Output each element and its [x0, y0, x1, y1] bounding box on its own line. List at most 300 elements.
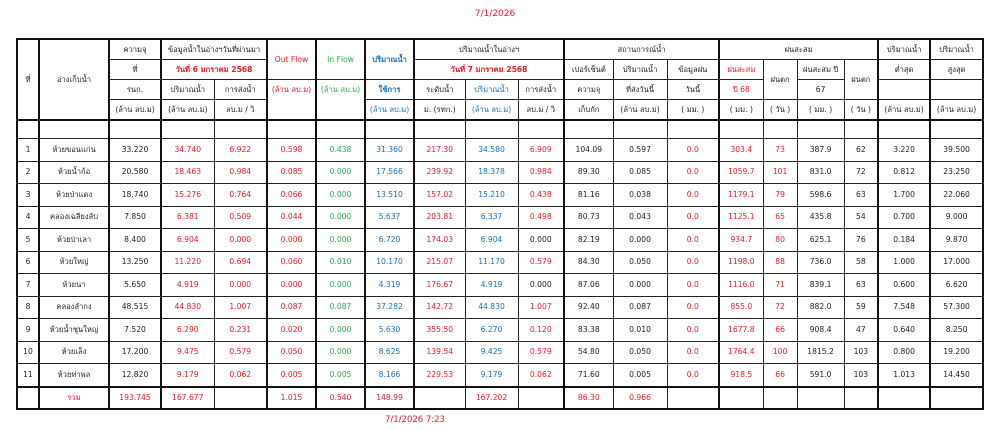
- cell-prev-release: 0.509: [214, 206, 267, 229]
- header-rain68-3: ( มม. ): [719, 100, 763, 121]
- cell-max-volume: 22.060: [930, 184, 983, 207]
- header-percent-3: เก็บกัก: [564, 100, 613, 121]
- cell-rain-67: 839.1: [797, 274, 844, 297]
- table-body: [17, 120, 983, 409]
- cell-current-volume: 9.425: [465, 341, 518, 364]
- cell-capacity: 18.740: [109, 184, 161, 207]
- total-outflow: 1.015: [267, 387, 316, 409]
- cell-prev-volume: 6.381: [161, 206, 214, 229]
- cell-current-release: 0.498: [518, 206, 564, 229]
- cell-today-release: 0.087: [613, 296, 667, 319]
- total-rain-67: [797, 387, 844, 409]
- cell-reservoir-name: คลองเฉลียงลับ: [39, 206, 109, 229]
- cell-water-level: 217.30: [414, 139, 465, 162]
- cell-outflow: 0.060: [267, 251, 316, 274]
- cell-rain-67: 387.9: [797, 139, 844, 162]
- cell-water-level: 239.92: [414, 161, 465, 184]
- header-percent-1: เปอร์เซ็นต์: [564, 60, 613, 80]
- cell-min-volume: 1.000: [878, 251, 930, 274]
- header-rain-group: ฝนสะสม: [719, 39, 878, 60]
- cell-rain-68: 1198.0: [719, 251, 763, 274]
- total-row: [17, 387, 983, 409]
- cell-min-volume: 0.640: [878, 319, 930, 342]
- cell-today-rain: 0.0: [667, 139, 719, 162]
- header-prev-release-1: การส่งน้ำ: [214, 80, 267, 100]
- cell-inflow: 0.000: [316, 184, 365, 207]
- header-today-rain-1: ข้อมูลฝน: [667, 60, 719, 80]
- cell-prev-volume: 6.290: [161, 319, 214, 342]
- cell-capacity: 33.220: [109, 139, 161, 162]
- cell-rain-days-67: 47: [844, 319, 878, 342]
- cell-max-volume: 57.300: [930, 296, 983, 319]
- cell-prev-volume: 34.740: [161, 139, 214, 162]
- cell-min-volume: 3.220: [878, 139, 930, 162]
- cell-current-release: 0.120: [518, 319, 564, 342]
- cell-water-level: 215.07: [414, 251, 465, 274]
- cell-row-number: 8: [17, 296, 39, 319]
- total-rain-68: [719, 387, 763, 409]
- cell-prev-volume: 9.475: [161, 341, 214, 364]
- total-min-volume: [878, 387, 930, 409]
- cell-current-release: 0.062: [518, 364, 564, 387]
- header-prev-group: ข้อมูลน้ำในอ่างฯวันที่ผ่านมา: [161, 39, 267, 60]
- cell-water-level: 139.54: [414, 341, 465, 364]
- cell-inflow: 0.000: [316, 319, 365, 342]
- header-max-1: ปริมาณน้ำ: [930, 39, 983, 60]
- header-percent-2: ความจุ: [564, 80, 613, 100]
- cell-prev-release: 0.062: [214, 364, 267, 387]
- cell-capacity: 20.580: [109, 161, 161, 184]
- cell-current-release: 0.579: [518, 251, 564, 274]
- cell-prev-release: 0.231: [214, 319, 267, 342]
- total-max-volume: [930, 387, 983, 409]
- cell-prev-volume: 18.463: [161, 161, 214, 184]
- cell-current-volume: 6.337: [465, 206, 518, 229]
- cell-today-rain: 0.0: [667, 341, 719, 364]
- header-max-3: [930, 80, 983, 100]
- header-curr-date: วันที่ 7 มกราคม 2568: [414, 60, 564, 80]
- cell-prev-volume: 9.179: [161, 364, 214, 387]
- cell-rain-68: 934.7: [719, 229, 763, 252]
- cell-outflow: 0.598: [267, 139, 316, 162]
- cell-today-release: 0.005: [613, 364, 667, 387]
- cell-inflow: 0.438: [316, 139, 365, 162]
- cell-today-rain: 0.0: [667, 296, 719, 319]
- total-inflow: 0.540: [316, 387, 365, 409]
- cell-usable-volume: 4.319: [365, 274, 414, 297]
- cell-current-release: 0.000: [518, 229, 564, 252]
- cell-rain-days-67: 76: [844, 229, 878, 252]
- report-date-title: 7/1/2026: [474, 9, 516, 19]
- header-today-release-1: ปริมาณน้ำ: [613, 60, 667, 80]
- total-current-volume: 167.202: [465, 387, 518, 409]
- cell-prev-release: 0.764: [214, 184, 267, 207]
- cell-rain-68: 1059.7: [719, 161, 763, 184]
- cell-percent-capacity: 71.60: [564, 364, 613, 387]
- cell-capacity: 13.250: [109, 251, 161, 274]
- cell-reservoir-name: คลองลำกง: [39, 296, 109, 319]
- cell-rain-days-68: 88: [763, 251, 797, 274]
- cell-rain-days-67: 63: [844, 274, 878, 297]
- cell-min-volume: 0.184: [878, 229, 930, 252]
- cell-current-release: 1.007: [518, 296, 564, 319]
- header-min-3: [878, 80, 930, 100]
- cell-rain-days-67: 58: [844, 251, 878, 274]
- cell-rain-days-68: 101: [763, 161, 797, 184]
- table-row: [17, 139, 983, 162]
- header-inflow: In Flow: [316, 39, 365, 80]
- header-today-rain-2: วันนี้: [667, 80, 719, 100]
- cell-usable-volume: 6.720: [365, 229, 414, 252]
- header-capacity-2: ที่: [109, 60, 161, 80]
- cell-capacity: 7.850: [109, 206, 161, 229]
- cell-today-rain: 0.0: [667, 319, 719, 342]
- cell-today-rain: 0.0: [667, 364, 719, 387]
- cell-water-level: 355.50: [414, 319, 465, 342]
- cell-row-number: 2: [17, 161, 39, 184]
- cell-capacity: 5.650: [109, 274, 161, 297]
- cell-rain-67: 625.1: [797, 229, 844, 252]
- cell-prev-volume: 6.904: [161, 229, 214, 252]
- cell-usable-volume: 8.625: [365, 341, 414, 364]
- cell-rain-68: 1179.1: [719, 184, 763, 207]
- cell-today-release: 0.085: [613, 161, 667, 184]
- cell-current-volume: 44.830: [465, 296, 518, 319]
- cell-rain-67: 598.6: [797, 184, 844, 207]
- cell-rain-67: 908.4: [797, 319, 844, 342]
- cell-current-volume: 15.210: [465, 184, 518, 207]
- header-outflow: Out Flow: [267, 39, 316, 80]
- cell-reservoir-name: ห้วยน้ำก้อ: [39, 161, 109, 184]
- cell-outflow: 0.020: [267, 319, 316, 342]
- cell-rain-68: 303.4: [719, 139, 763, 162]
- cell-rain-68: 1677.8: [719, 319, 763, 342]
- table-row: [17, 319, 983, 342]
- header-rain67-3: ( มม. ): [797, 100, 844, 121]
- cell-row-number: 10: [17, 341, 39, 364]
- cell-today-release: 0.000: [613, 274, 667, 297]
- table-row: [17, 274, 983, 297]
- cell-prev-volume: 15.276: [161, 184, 214, 207]
- cell-min-volume: 1.700: [878, 184, 930, 207]
- total-prev-release: [214, 387, 267, 409]
- cell-row-number: 7: [17, 274, 39, 297]
- cell-water-level: 157.02: [414, 184, 465, 207]
- cell-rain-67: 736.0: [797, 251, 844, 274]
- cell-today-rain: 0.0: [667, 161, 719, 184]
- cell-reservoir-name: ห้วยป่าเลา: [39, 229, 109, 252]
- cell-percent-capacity: 81.16: [564, 184, 613, 207]
- total-prev-volume: 167.677: [161, 387, 214, 409]
- header-rain68-days-unit: ( วัน ): [763, 100, 797, 121]
- header-today-rain-3: ( มม. ): [667, 100, 719, 121]
- cell-today-release: 0.597: [613, 139, 667, 162]
- table-row: [17, 184, 983, 207]
- header-capacity-4: (ล้าน ลบ.ม): [109, 100, 161, 121]
- cell-reservoir-name: ห้วยท่าพล: [39, 364, 109, 387]
- header-prev-volume-1: ปริมาณน้ำ: [161, 80, 214, 100]
- cell-outflow: 0.087: [267, 296, 316, 319]
- cell-usable-volume: 31.360: [365, 139, 414, 162]
- cell-outflow: 0.000: [267, 229, 316, 252]
- cell-today-rain: 0.0: [667, 274, 719, 297]
- cell-min-volume: 0.800: [878, 341, 930, 364]
- cell-rain-days-68: 73: [763, 139, 797, 162]
- cell-water-level: 142.72: [414, 296, 465, 319]
- cell-prev-volume: 4.919: [161, 274, 214, 297]
- cell-max-volume: 23.250: [930, 161, 983, 184]
- cell-today-rain: 0.0: [667, 229, 719, 252]
- cell-row-number: 11: [17, 364, 39, 387]
- cell-outflow: 0.085: [267, 161, 316, 184]
- cell-rain-67: 591.0: [797, 364, 844, 387]
- cell-rain-67: 1815.2: [797, 341, 844, 364]
- header-rain68-1: ฝนสะสม: [719, 60, 763, 80]
- header-curr-volume-1: ปริมาณน้ำ: [465, 80, 518, 100]
- header-outflow-unit: (ล้าน ลบ.ม): [267, 80, 316, 121]
- cell-prev-release: 6.922: [214, 139, 267, 162]
- cell-rain-days-68: 72: [763, 296, 797, 319]
- cell-percent-capacity: 83.38: [564, 319, 613, 342]
- table-row: [17, 161, 983, 184]
- cell-max-volume: 14.450: [930, 364, 983, 387]
- header-today-release-2: ที่ส่งวันนี้: [613, 80, 667, 100]
- header-usable-3: (ล้าน ลบ.ม): [365, 100, 414, 121]
- cell-prev-volume: 11.220: [161, 251, 214, 274]
- cell-capacity: 12.820: [109, 364, 161, 387]
- cell-reservoir-name: ห้วยนา: [39, 274, 109, 297]
- cell-min-volume: 7.548: [878, 296, 930, 319]
- blank-row: [17, 120, 983, 139]
- cell-rain-days-67: 62: [844, 139, 878, 162]
- cell-rain-68: 1125.1: [719, 206, 763, 229]
- cell-rain-68: 1116.0: [719, 274, 763, 297]
- total-today-rain: [667, 387, 719, 409]
- cell-current-volume: 34.580: [465, 139, 518, 162]
- cell-rain-days-68: 65: [763, 206, 797, 229]
- cell-rain-days-68: 79: [763, 184, 797, 207]
- cell-row-number: 4: [17, 206, 39, 229]
- footer-timestamp: 7/1/2026 7:23: [385, 415, 445, 425]
- cell-prev-release: 0.984: [214, 161, 267, 184]
- cell-usable-volume: 5.630: [365, 319, 414, 342]
- cell-today-release: 0.050: [613, 341, 667, 364]
- cell-rain-days-67: 103: [844, 341, 878, 364]
- cell-today-release: 0.000: [613, 229, 667, 252]
- cell-today-rain: 0.0: [667, 251, 719, 274]
- cell-current-volume: 18.378: [465, 161, 518, 184]
- total-label: รวม: [39, 387, 109, 409]
- cell-max-volume: 19.200: [930, 341, 983, 364]
- cell-max-volume: 39.500: [930, 139, 983, 162]
- cell-water-level: 176.67: [414, 274, 465, 297]
- cell-inflow: 0.087: [316, 296, 365, 319]
- cell-water-level: 229.53: [414, 364, 465, 387]
- cell-rain-days-67: 72: [844, 161, 878, 184]
- cell-current-release: 0.000: [518, 274, 564, 297]
- cell-percent-capacity: 80.73: [564, 206, 613, 229]
- cell-today-release: 0.010: [613, 319, 667, 342]
- cell-usable-volume: 37.282: [365, 296, 414, 319]
- cell-usable-volume: 17.566: [365, 161, 414, 184]
- header-rain67-days: ฝนตก: [844, 60, 878, 100]
- header-rain68-2: ปี 68: [719, 80, 763, 100]
- cell-min-volume: 0.700: [878, 206, 930, 229]
- cell-current-volume: 6.270: [465, 319, 518, 342]
- table-row: [17, 251, 983, 274]
- cell-prev-release: 0.579: [214, 341, 267, 364]
- cell-rain-days-68: 100: [763, 341, 797, 364]
- table-row: [17, 341, 983, 364]
- header-prev-date: วันที่ 6 มกราคม 2568: [161, 60, 267, 80]
- header-curr-release-2: ลบ.ม / วิ: [518, 100, 564, 121]
- header-curr-group: ปริมาณน้ำในอ่างฯ: [414, 39, 564, 60]
- header-max-2: สูงสุด: [930, 60, 983, 80]
- cell-outflow: 0.000: [267, 274, 316, 297]
- cell-current-volume: 11.170: [465, 251, 518, 274]
- cell-inflow: 0.000: [316, 206, 365, 229]
- total-current-release: [518, 387, 564, 409]
- cell-row-number: 5: [17, 229, 39, 252]
- cell-rain-67: 882.0: [797, 296, 844, 319]
- header-rain67-2: 67: [797, 80, 844, 100]
- cell-max-volume: 9.000: [930, 206, 983, 229]
- cell-reservoir-name: ห้วยขอนแก่น: [39, 139, 109, 162]
- cell-water-level: 174.03: [414, 229, 465, 252]
- cell-current-volume: 6.904: [465, 229, 518, 252]
- header-rain67-days-unit: ( วัน ): [844, 100, 878, 121]
- cell-rain-days-68: 71: [763, 274, 797, 297]
- table-row: [17, 296, 983, 319]
- cell-usable-volume: 10.170: [365, 251, 414, 274]
- header-curr-level-2: ม. (รทก.): [414, 100, 465, 121]
- cell-reservoir-name: ห้วยเล็ง: [39, 341, 109, 364]
- cell-inflow: 0.000: [316, 274, 365, 297]
- header-curr-level-1: ระดับน้ำ: [414, 80, 465, 100]
- cell-min-volume: 0.600: [878, 274, 930, 297]
- header-status-group: สถานการณ์น้ำ: [564, 39, 719, 60]
- cell-outflow: 0.005: [267, 364, 316, 387]
- cell-today-release: 0.050: [613, 251, 667, 274]
- header-capacity-3: รนก.: [109, 80, 161, 100]
- cell-today-release: 0.043: [613, 206, 667, 229]
- cell-reservoir-name: ห้วยใหญ่: [39, 251, 109, 274]
- table-row: [17, 206, 983, 229]
- total-percent-capacity: 86.30: [564, 387, 613, 409]
- cell-usable-volume: 5.637: [365, 206, 414, 229]
- cell-min-volume: 0.812: [878, 161, 930, 184]
- header-capacity-1: ความจุ: [109, 39, 161, 60]
- total-capacity: 193.745: [109, 387, 161, 409]
- total-usable-volume: 148.99: [365, 387, 414, 409]
- cell-prev-release: 0.000: [214, 274, 267, 297]
- table-row: [17, 229, 983, 252]
- cell-percent-capacity: 84.30: [564, 251, 613, 274]
- header-usable-2: ใช้การ: [365, 80, 414, 100]
- total-water-level: [414, 387, 465, 409]
- cell-rain-days-67: 59: [844, 296, 878, 319]
- cell-capacity: 48.515: [109, 296, 161, 319]
- cell-today-release: 0.038: [613, 184, 667, 207]
- reservoir-table: [16, 38, 984, 410]
- cell-max-volume: 9.870: [930, 229, 983, 252]
- cell-inflow: 0.000: [316, 229, 365, 252]
- total-today-release: 0.966: [613, 387, 667, 409]
- header-min-unit: (ล้าน ลบ.ม): [878, 100, 930, 121]
- cell-today-rain: 0.0: [667, 206, 719, 229]
- cell-max-volume: 8.250: [930, 319, 983, 342]
- cell-percent-capacity: 89.30: [564, 161, 613, 184]
- cell-percent-capacity: 82.19: [564, 229, 613, 252]
- cell-row-number: 6: [17, 251, 39, 274]
- cell-outflow: 0.050: [267, 341, 316, 364]
- cell-percent-capacity: 104.09: [564, 139, 613, 162]
- cell-row-number: 1: [17, 139, 39, 162]
- cell-today-rain: 0.0: [667, 184, 719, 207]
- cell-percent-capacity: 92.40: [564, 296, 613, 319]
- cell-rain-days-68: 66: [763, 319, 797, 342]
- cell-percent-capacity: 54.80: [564, 341, 613, 364]
- cell-max-volume: 6.620: [930, 274, 983, 297]
- header-curr-volume-2: (ล้าน ลบ.ม): [465, 100, 518, 121]
- header-min-1: ปริมาณน้ำ: [878, 39, 930, 60]
- cell-outflow: 0.044: [267, 206, 316, 229]
- cell-current-release: 0.438: [518, 184, 564, 207]
- table-header: [17, 39, 983, 120]
- total-blank: [17, 387, 39, 409]
- header-rain68-days: ฝนตก: [763, 60, 797, 100]
- table-row: [17, 364, 983, 387]
- cell-prev-release: 1.007: [214, 296, 267, 319]
- cell-reservoir-name: ห้วยป่าแดง: [39, 184, 109, 207]
- cell-rain-days-67: 54: [844, 206, 878, 229]
- cell-percent-capacity: 87.06: [564, 274, 613, 297]
- cell-rain-days-67: 63: [844, 184, 878, 207]
- header-reservoir: อ่างเก็บน้ำ: [39, 39, 109, 120]
- cell-prev-release: 0.000: [214, 229, 267, 252]
- cell-current-volume: 9.179: [465, 364, 518, 387]
- header-usable: ปริมาณน้ำ: [365, 39, 414, 80]
- cell-max-volume: 17.000: [930, 251, 983, 274]
- cell-rain-days-68: 80: [763, 229, 797, 252]
- total-rain-days-68: [763, 387, 797, 409]
- cell-water-level: 203.81: [414, 206, 465, 229]
- cell-inflow: 0.010: [316, 251, 365, 274]
- total-rain-days-67: [844, 387, 878, 409]
- cell-rain-67: 435.8: [797, 206, 844, 229]
- header-rain67-1: ฝนสะสม ปี: [797, 60, 844, 80]
- cell-current-release: 0.579: [518, 341, 564, 364]
- cell-rain-days-67: 103: [844, 364, 878, 387]
- cell-row-number: 3: [17, 184, 39, 207]
- cell-inflow: 0.005: [316, 364, 365, 387]
- cell-rain-days-68: 66: [763, 364, 797, 387]
- cell-capacity: 7.520: [109, 319, 161, 342]
- cell-row-number: 9: [17, 319, 39, 342]
- cell-rain-68: 855.0: [719, 296, 763, 319]
- header-inflow-unit: (ล้าน ลบ.ม): [316, 80, 365, 121]
- cell-reservoir-name: ห้วยน้ำชุนใหญ่: [39, 319, 109, 342]
- cell-capacity: 8.400: [109, 229, 161, 252]
- cell-current-volume: 4.919: [465, 274, 518, 297]
- cell-prev-volume: 44.830: [161, 296, 214, 319]
- header-curr-release-1: การส่งน้ำ: [518, 80, 564, 100]
- cell-current-release: 6.909: [518, 139, 564, 162]
- cell-min-volume: 1.013: [878, 364, 930, 387]
- cell-usable-volume: 8.166: [365, 364, 414, 387]
- cell-capacity: 17.200: [109, 341, 161, 364]
- cell-rain-67: 831.0: [797, 161, 844, 184]
